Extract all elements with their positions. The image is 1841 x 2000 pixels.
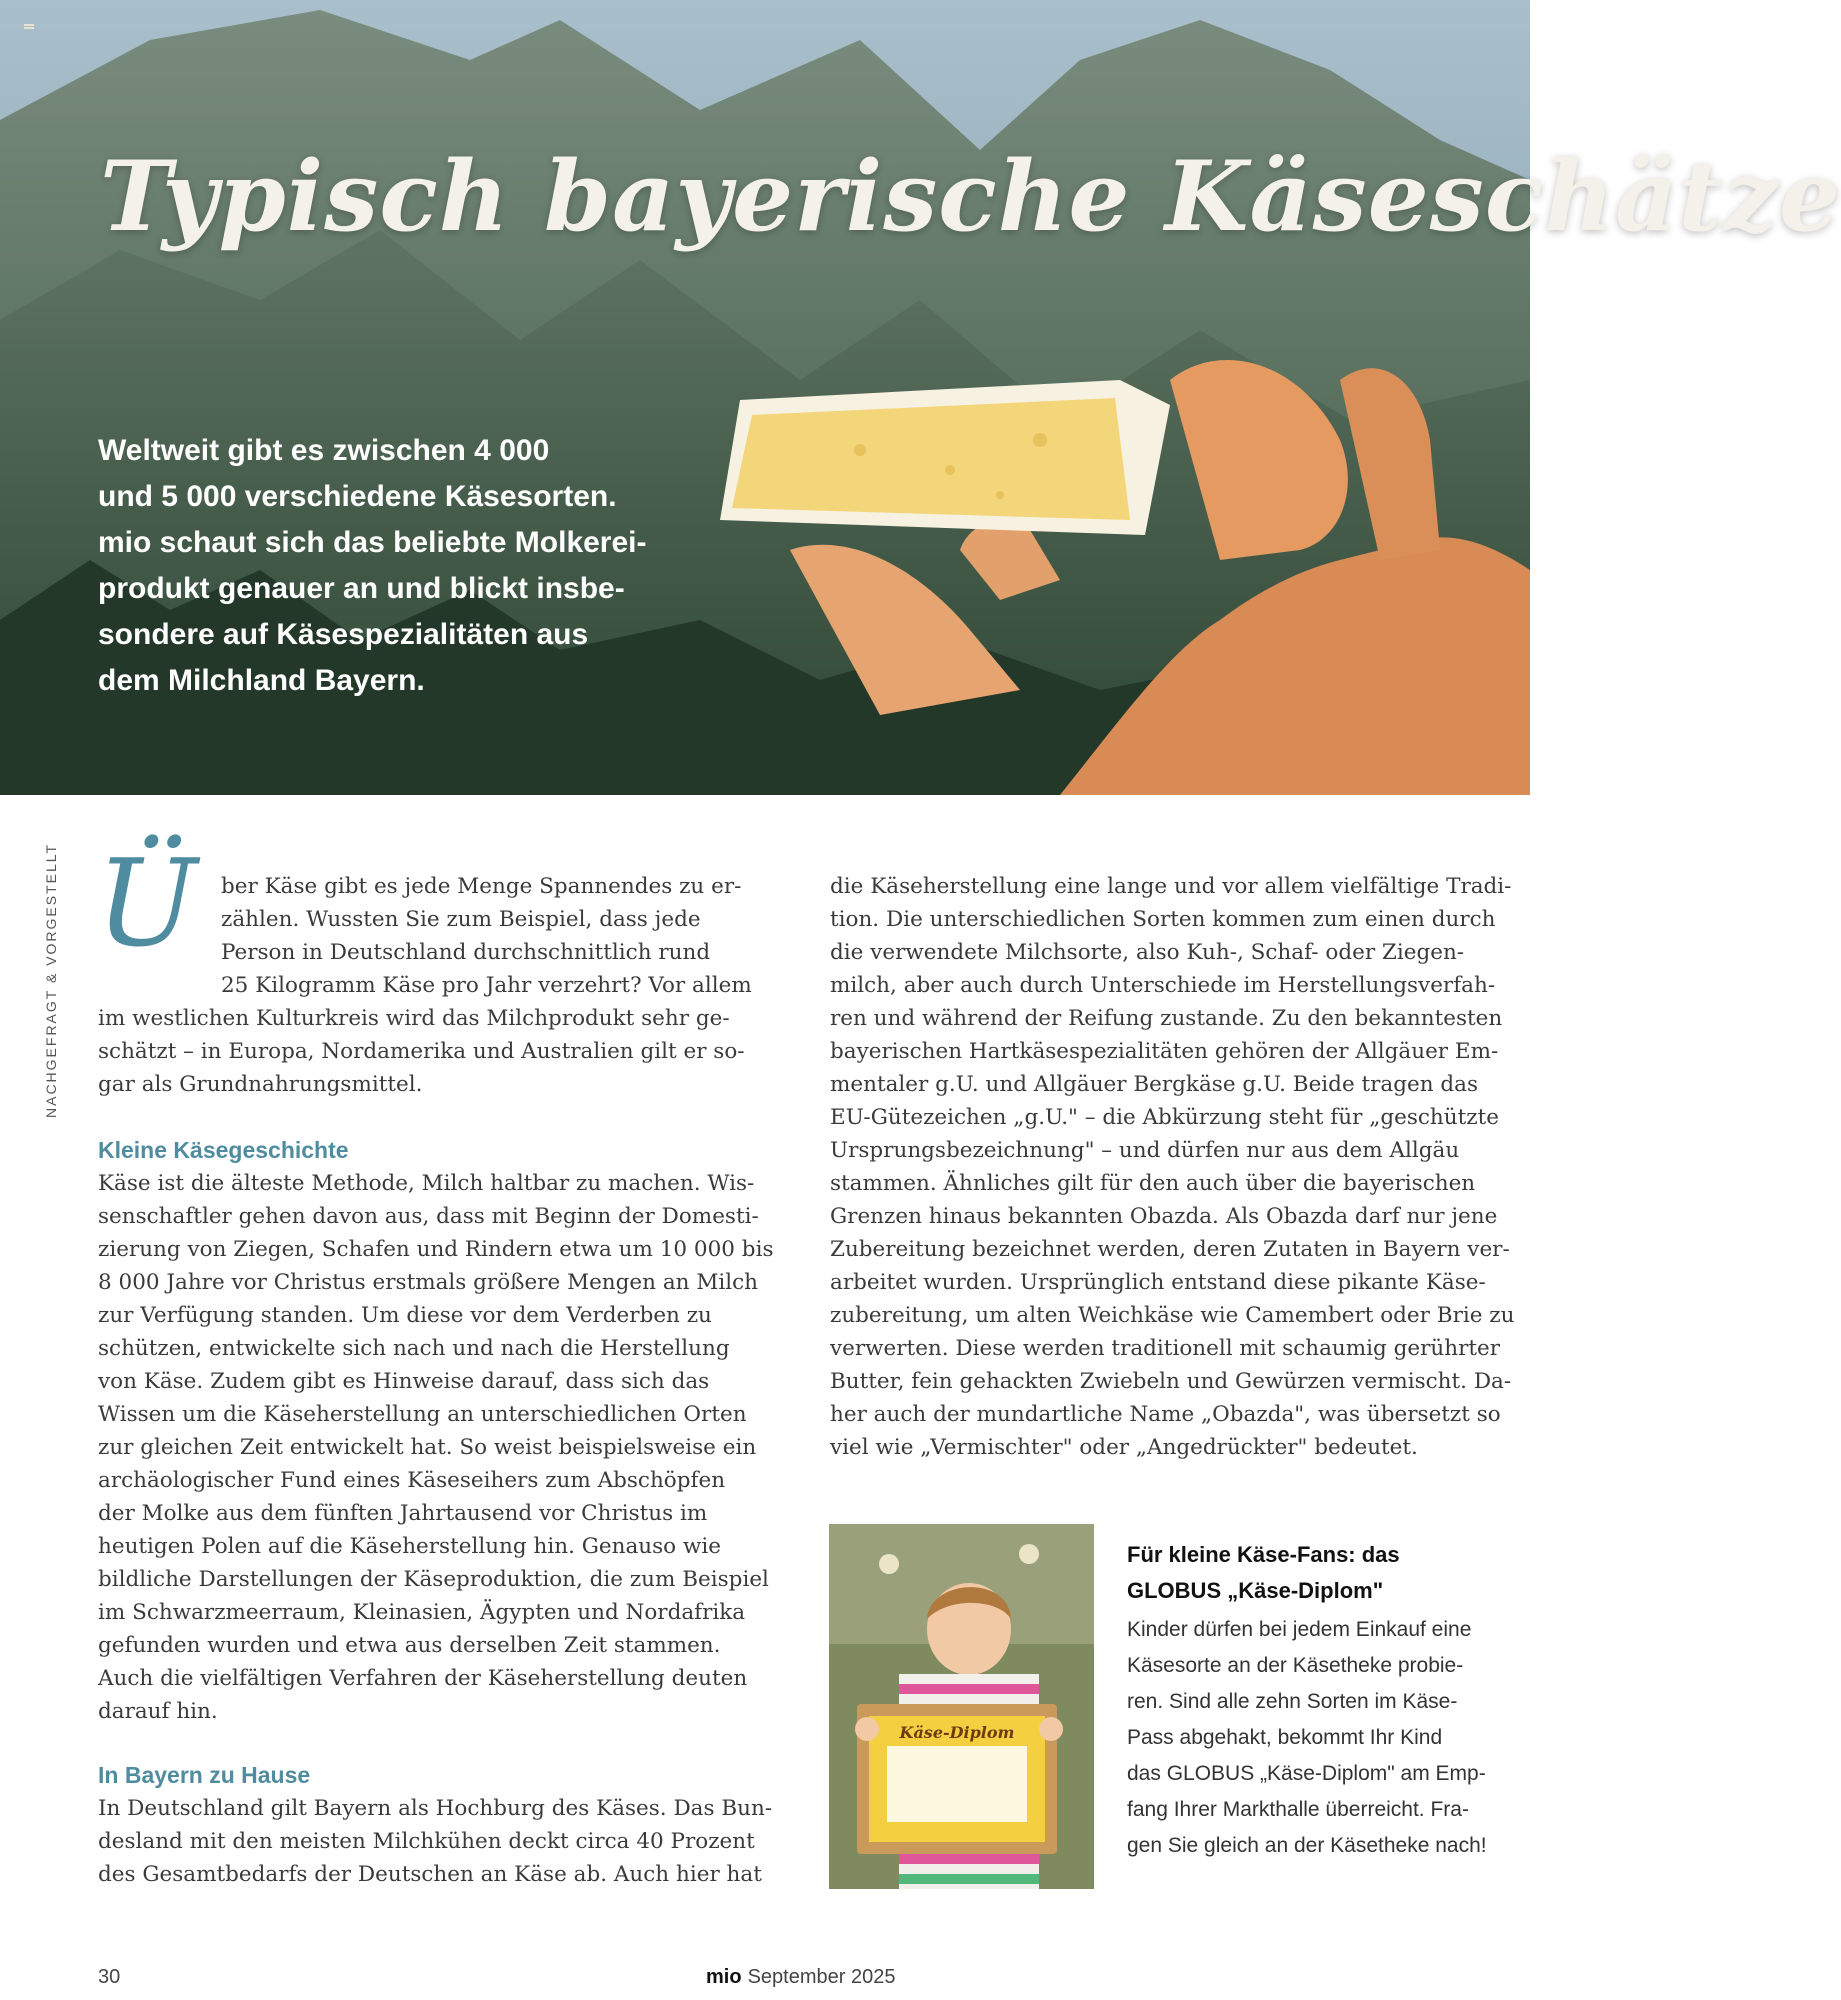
box-text-line: ren. Sind alle zehn Sorten im Käse- [1127,1690,1458,1713]
section-heading: Kleine Käsegeschichte [98,1137,349,1163]
box-text [1127,1612,1537,1864]
hero-intro [98,428,718,704]
text-line: verwerten. Diese werden traditionell mit schaumig gerührter [830,1336,1500,1361]
hero-image [0,0,1841,795]
text-line: gefunden wurden und etwa aus derselben Zeit stammen. [98,1633,721,1658]
text-line: In Deutschland gilt Bayern als Hochburg des Käses. Das Bun- [98,1796,773,1821]
text-line: 25 Kilogramm Käse pro Jahr verzehrt? Vor allem [221,973,752,998]
text-line: heutigen Polen auf die Käseherstellung hin. Genauso wie [98,1534,721,1559]
box-heading-line: GLOBUS „Käse-Diplom" [1127,1578,1384,1603]
footer [706,1966,895,1989]
text-line: zählen. Wussten Sie zum Beispiel, dass jede [221,907,701,932]
text-line: 8 000 Jahre vor Christus erstmals größere Mengen an Milch [98,1270,758,1295]
text-line: im Schwarzmeerraum, Kleinasien, Ägypten und Nordafrika [98,1600,746,1625]
text-line: milch, aber auch durch Unterschiede im Herstellungsverfah- [830,973,1496,998]
text-line: Person in Deutschland durchschnittlich rund [221,940,711,965]
section-kleine-kaesegeschichte [98,1134,798,1728]
section-credit: NACHGEFRAGT & VORGESTELLT [43,842,59,1118]
text-line: her auch der mundartliche Name „Obazda", was übersetzt so [830,1402,1501,1427]
article-right-column [830,870,1530,1464]
text-line: schützen, entwickelte sich nach und nach die Herstellung [98,1336,730,1361]
box-heading [1127,1537,1527,1609]
text-line: tion. Die unterschiedlichen Sorten kommen zum einen durch [830,907,1496,932]
magazine-name: mio [706,1966,742,1988]
intro-line: mio schaut sich das beliebte Molkerei- [98,526,647,559]
box-text-line: Kinder dürfen bei jedem Einkauf eine [1127,1618,1472,1641]
text-line: Auch die vielfältigen Verfahren der Käseherstellung deuten [98,1666,748,1691]
text-line: des Gesamtbedarfs der Deutschen an Käse ab. Auch hier hat [98,1862,762,1887]
box-text-line: gen Sie gleich an der Käsetheke nach! [1127,1834,1487,1857]
text-line: Butter, fein gehackten Zwiebeln und Gewürzen vermischt. Da- [830,1369,1512,1394]
text-line: senschaftler gehen davon aus, dass mit Beginn der Domesti- [98,1204,759,1229]
text-line: ber Käse gibt es jede Menge Spannendes zu er- [221,874,742,899]
intro-line: sondere auf Käsespezialitäten aus [98,618,589,651]
text-line: bayerischen Hartkäsespezialitäten gehören der Allgäuer Em- [830,1039,1499,1064]
text-line: zur gleichen Zeit entwickelt hat. So weist beispielsweise ein [98,1435,757,1460]
text-line: desland mit den meisten Milchkühen deckt circa 40 Prozent [98,1829,755,1854]
text-line: darauf hin. [98,1699,218,1724]
text-line: Wissen um die Käseherstellung an unterschiedlichen Orten [98,1402,747,1427]
text-line: zierung von Ziegen, Schafen und Rindern etwa um 10 000 bis [98,1237,774,1262]
box-heading-line: Für kleine Käse-Fans: das [1127,1542,1400,1567]
issue-date: September 2025 [747,1966,896,1988]
text-line: bildliche Darstellungen der Käseproduktion, die zum Beispiel [98,1567,769,1592]
text-line: die verwendete Milchsorte, also Kuh-, Schaf- oder Ziegen- [830,940,1465,965]
article-intro [98,870,798,1101]
text-line: im westlichen Kulturkreis wird das Milchprodukt sehr ge- [98,1006,730,1031]
text-line: viel wie „Vermischter" oder „Angedrückter" bedeutet. [830,1435,1418,1460]
child-illustration [829,1524,1094,1889]
text-line: ren und während der Reifung zustande. Zu den bekanntesten [830,1006,1503,1031]
text-line: der Molke aus dem fünften Jahrtausend vor Christus im [98,1501,708,1526]
page-title: Typisch bayerische Käseschätze [100,140,1841,253]
text-line: zubereitung, um alten Weichkäse wie Camembert oder Brie zu [830,1303,1515,1328]
text-line: mentaler g.U. und Allgäuer Bergkäse g.U. Beide tragen das [830,1072,1479,1097]
text-line: Käse ist die älteste Methode, Milch haltbar zu machen. Wis- [98,1171,755,1196]
box-text-line: das GLOBUS „Käse-Diplom" am Emp- [1127,1762,1486,1785]
text-line: schätzt – in Europa, Nordamerika und Australien gilt er so- [98,1039,745,1064]
intro-line: und 5 000 verschiedene Käsesorten. [98,480,617,513]
hand-holding-cheese-illustration [700,320,1530,795]
section-heading: In Bayern zu Hause [98,1762,311,1788]
box-text-line: Pass abgehakt, bekommt Ihr Kind [1127,1726,1443,1749]
intro-line: produkt genauer an und blickt insbe- [98,572,625,605]
child-with-diploma-photo [829,1524,1094,1889]
text-line: Grenzen hinaus bekannten Obazda. Als Obazda darf nur jene [830,1204,1498,1229]
text-line: Zubereitung bezeichnet werden, deren Zutaten in Bayern ver- [830,1237,1510,1262]
intro-line: dem Milchland Bayern. [98,664,425,697]
text-line: arbeitet wurden. Ursprünglich entstand diese pikante Käse- [830,1270,1486,1295]
text-line: stammen. Ähnliches gilt für den auch über die bayerischen [830,1171,1476,1196]
text-line: die Käseherstellung eine lange und vor allem vielfältige Tradi- [830,874,1512,899]
text-line: gar als Grundnahrungsmittel. [98,1072,423,1097]
menu-icon[interactable] [24,24,34,32]
box-text-line: fang Ihrer Markthalle überreicht. Fra- [1127,1798,1469,1821]
intro-line: Weltweit gibt es zwischen 4 000 [98,434,550,467]
page-number: 30 [98,1966,121,1988]
drop-cap: Ü [96,835,198,974]
text-line: zur Verfügung standen. Um diese vor dem Verderben zu [98,1303,712,1328]
box-text-line: Käsesorte an der Käsetheke probie- [1127,1654,1464,1677]
text-line: Ursprungsbezeichnung" – und dürfen nur aus dem Allgäu [830,1138,1460,1163]
section-in-bayern-zu-hause [98,1759,798,1891]
text-line: EU-Gütezeichen „g.U." – die Abkürzung steht für „geschützte [830,1105,1499,1130]
text-line: von Käse. Zudem gibt es Hinweise darauf, dass sich das [98,1369,710,1394]
certificate-title: Käse-Diplom [899,1723,1015,1742]
text-line: archäologischer Fund eines Käseseihers zum Abschöpfen [98,1468,726,1493]
